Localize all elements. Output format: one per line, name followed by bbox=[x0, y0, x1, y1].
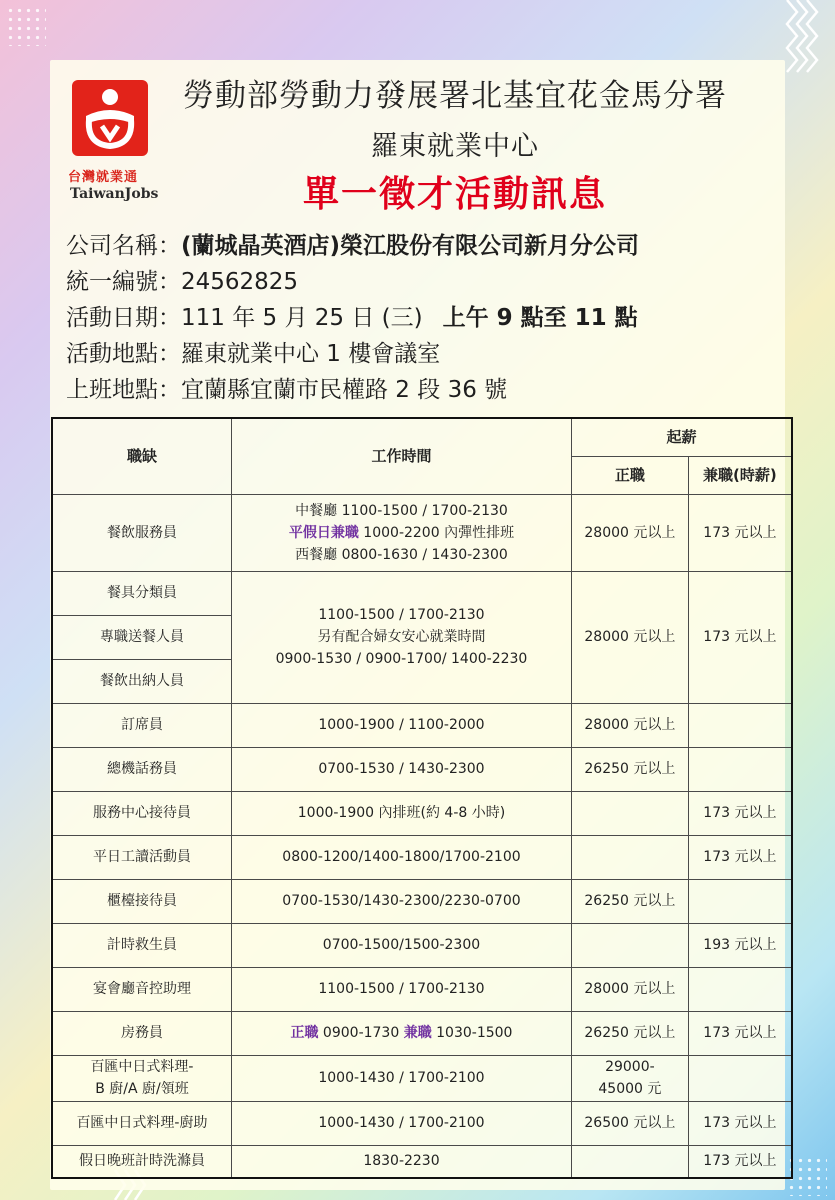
position-cell: 櫃檯接待員 bbox=[52, 879, 231, 923]
position-cell: 百匯中日式料理-廚助 bbox=[52, 1101, 231, 1145]
parttime-salary-cell: 173 元以上 bbox=[688, 791, 792, 835]
decorative-waves-icon bbox=[781, 0, 821, 120]
hours-cell bbox=[231, 571, 571, 703]
table-row bbox=[52, 791, 792, 835]
header-fulltime: 正職 bbox=[572, 456, 689, 494]
hours-line: 中餐廳 1100-1500 / 1700-2130 bbox=[295, 502, 508, 519]
position-cell: 假日晚班計時洗滌員 bbox=[52, 1145, 231, 1178]
table-row bbox=[52, 494, 792, 571]
logo-chinese-text: 台灣就業通 bbox=[68, 170, 139, 185]
company-value: (蘭城晶英酒店)榮江股份有限公司新月分公司 bbox=[181, 233, 640, 259]
hours-cell: 1000-1430 / 1700-2100 bbox=[231, 1101, 571, 1145]
header-hours: 工作時間 bbox=[231, 418, 571, 494]
venue-label: 活動地點： bbox=[66, 341, 181, 367]
venue-row bbox=[66, 336, 766, 372]
workplace-label: 上班地點： bbox=[66, 377, 181, 403]
company-info bbox=[66, 228, 766, 408]
position-cell: 宴會廳音控助理 bbox=[52, 967, 231, 1011]
decorative-dots-bottom bbox=[787, 1156, 827, 1196]
parttime-salary-cell bbox=[688, 703, 792, 747]
position-cell: 房務員 bbox=[52, 1011, 231, 1055]
hours-text: 1030-1500 bbox=[431, 1025, 513, 1041]
date-value: 111 年 5 月 25 日 (三) bbox=[181, 305, 423, 331]
tax-id-row bbox=[66, 264, 766, 300]
position-cell: 餐飲出納人員 bbox=[52, 659, 231, 703]
hours-text: 0900-1730 bbox=[318, 1025, 404, 1041]
position-cell: 餐具分類員 bbox=[52, 571, 231, 615]
position-cell: 專職送餐人員 bbox=[52, 615, 231, 659]
position-cell: 訂席員 bbox=[52, 703, 231, 747]
hours-cell: 0700-1530/1430-2300/2230-0700 bbox=[231, 879, 571, 923]
parttime-salary-cell: 173 元以上 bbox=[688, 494, 792, 571]
workplace-value: 宜蘭縣宜蘭市民權路 2 段 36 號 bbox=[181, 377, 508, 403]
workplace-row bbox=[66, 372, 766, 408]
fulltime-salary-cell bbox=[572, 923, 689, 967]
person-steering-icon bbox=[72, 80, 148, 156]
taiwanjobs-logo bbox=[72, 80, 148, 156]
salary-line: 29000- bbox=[605, 1059, 655, 1075]
hours-tag: 兼職 bbox=[403, 1025, 432, 1041]
parttime-salary-cell bbox=[688, 1055, 792, 1101]
position-line: 百匯中日式料理- bbox=[90, 1059, 194, 1075]
table-row bbox=[52, 967, 792, 1011]
table-row bbox=[52, 1055, 792, 1101]
parttime-salary-cell: 193 元以上 bbox=[688, 923, 792, 967]
hours-line: 西餐廳 0800-1630 / 1430-2300 bbox=[295, 546, 508, 563]
header-position: 職缺 bbox=[52, 418, 231, 494]
parttime-salary-cell: 173 元以上 bbox=[688, 1101, 792, 1145]
parttime-salary-cell bbox=[688, 747, 792, 791]
position-line: B 廚/A 廚/領班 bbox=[95, 1081, 189, 1097]
hours-tag: 平假日兼職 bbox=[288, 524, 359, 541]
hours-line: 0900-1530 / 0900-1700/ 1400-2230 bbox=[275, 651, 528, 667]
parttime-salary-cell: 173 元以上 bbox=[688, 1011, 792, 1055]
hours-cell: 1100-1500 / 1700-2130 bbox=[231, 967, 571, 1011]
job-table bbox=[51, 417, 793, 1179]
agency-title: 勞動部勞動力發展署北基宜花金馬分署 bbox=[183, 78, 727, 114]
company-label: 公司名稱： bbox=[66, 233, 181, 259]
table-row bbox=[52, 747, 792, 791]
parttime-salary-cell: 173 元以上 bbox=[688, 571, 792, 703]
hours-tag: 正職 bbox=[290, 1025, 319, 1041]
table-row bbox=[52, 703, 792, 747]
position-cell: 服務中心接待員 bbox=[52, 791, 231, 835]
hours-line bbox=[234, 522, 569, 544]
fulltime-salary-cell: 26250 元以上 bbox=[572, 879, 689, 923]
fulltime-salary-cell: 26250 元以上 bbox=[572, 747, 689, 791]
fulltime-salary-cell bbox=[572, 1055, 689, 1101]
fulltime-salary-cell bbox=[572, 1145, 689, 1178]
tax-id-label: 統一編號： bbox=[66, 269, 181, 295]
hours-cell bbox=[231, 494, 571, 571]
time-value: 上午 9 點至 11 點 bbox=[442, 305, 638, 331]
tax-id-value: 24562825 bbox=[181, 269, 299, 295]
hours-text: 1000-2200 內彈性排班 bbox=[358, 524, 515, 541]
header-parttime: 兼職(時薪) bbox=[688, 456, 792, 494]
center-title: 羅東就業中心 bbox=[371, 131, 539, 162]
table-row bbox=[52, 879, 792, 923]
hours-cell: 0700-1500/1500-2300 bbox=[231, 923, 571, 967]
fulltime-salary-cell bbox=[572, 791, 689, 835]
date-row bbox=[66, 300, 766, 336]
venue-value: 羅東就業中心 1 樓會議室 bbox=[181, 341, 441, 367]
hours-cell bbox=[231, 1011, 571, 1055]
hours-cell: 1830-2230 bbox=[231, 1145, 571, 1178]
position-cell: 計時救生員 bbox=[52, 923, 231, 967]
hours-cell: 1000-1900 / 1100-2000 bbox=[231, 703, 571, 747]
parttime-salary-cell: 173 元以上 bbox=[688, 1145, 792, 1178]
parttime-salary-cell: 173 元以上 bbox=[688, 835, 792, 879]
table-row bbox=[52, 923, 792, 967]
hours-cell: 0800-1200/1400-1800/1700-2100 bbox=[231, 835, 571, 879]
hours-line: 1100-1500 / 1700-2130 bbox=[318, 607, 485, 623]
fulltime-salary-cell: 28000 元以上 bbox=[572, 494, 689, 571]
fulltime-salary-cell: 28000 元以上 bbox=[572, 967, 689, 1011]
parttime-salary-cell bbox=[688, 967, 792, 1011]
fulltime-salary-cell: 28000 元以上 bbox=[572, 571, 689, 703]
hours-cell: 0700-1530 / 1430-2300 bbox=[231, 747, 571, 791]
position-cell bbox=[52, 1055, 231, 1101]
hours-cell: 1000-1430 / 1700-2100 bbox=[231, 1055, 571, 1101]
hours-cell: 1000-1900 內排班(約 4-8 小時) bbox=[231, 791, 571, 835]
fulltime-salary-cell: 26250 元以上 bbox=[572, 1011, 689, 1055]
fulltime-salary-cell: 26500 元以上 bbox=[572, 1101, 689, 1145]
parttime-salary-cell bbox=[688, 879, 792, 923]
table-row bbox=[52, 835, 792, 879]
table-row bbox=[52, 571, 792, 615]
company-row bbox=[66, 228, 766, 264]
hours-line: 另有配合婦女安心就業時間 bbox=[317, 629, 486, 645]
position-cell: 平日工讀活動員 bbox=[52, 835, 231, 879]
position-cell: 餐飲服務員 bbox=[52, 494, 231, 571]
decorative-dots bbox=[6, 6, 46, 46]
table-row bbox=[52, 1101, 792, 1145]
fulltime-salary-cell bbox=[572, 835, 689, 879]
table-row bbox=[52, 1145, 792, 1178]
date-label: 活動日期： bbox=[66, 305, 181, 331]
fulltime-salary-cell: 28000 元以上 bbox=[572, 703, 689, 747]
logo-english-text: TaiwanJobs bbox=[70, 186, 159, 202]
position-cell: 總機話務員 bbox=[52, 747, 231, 791]
salary-line: 45000 元 bbox=[598, 1081, 662, 1097]
event-title: 單一徵才活動訊息 bbox=[302, 174, 607, 215]
header-salary: 起薪 bbox=[572, 418, 793, 456]
table-row bbox=[52, 1011, 792, 1055]
